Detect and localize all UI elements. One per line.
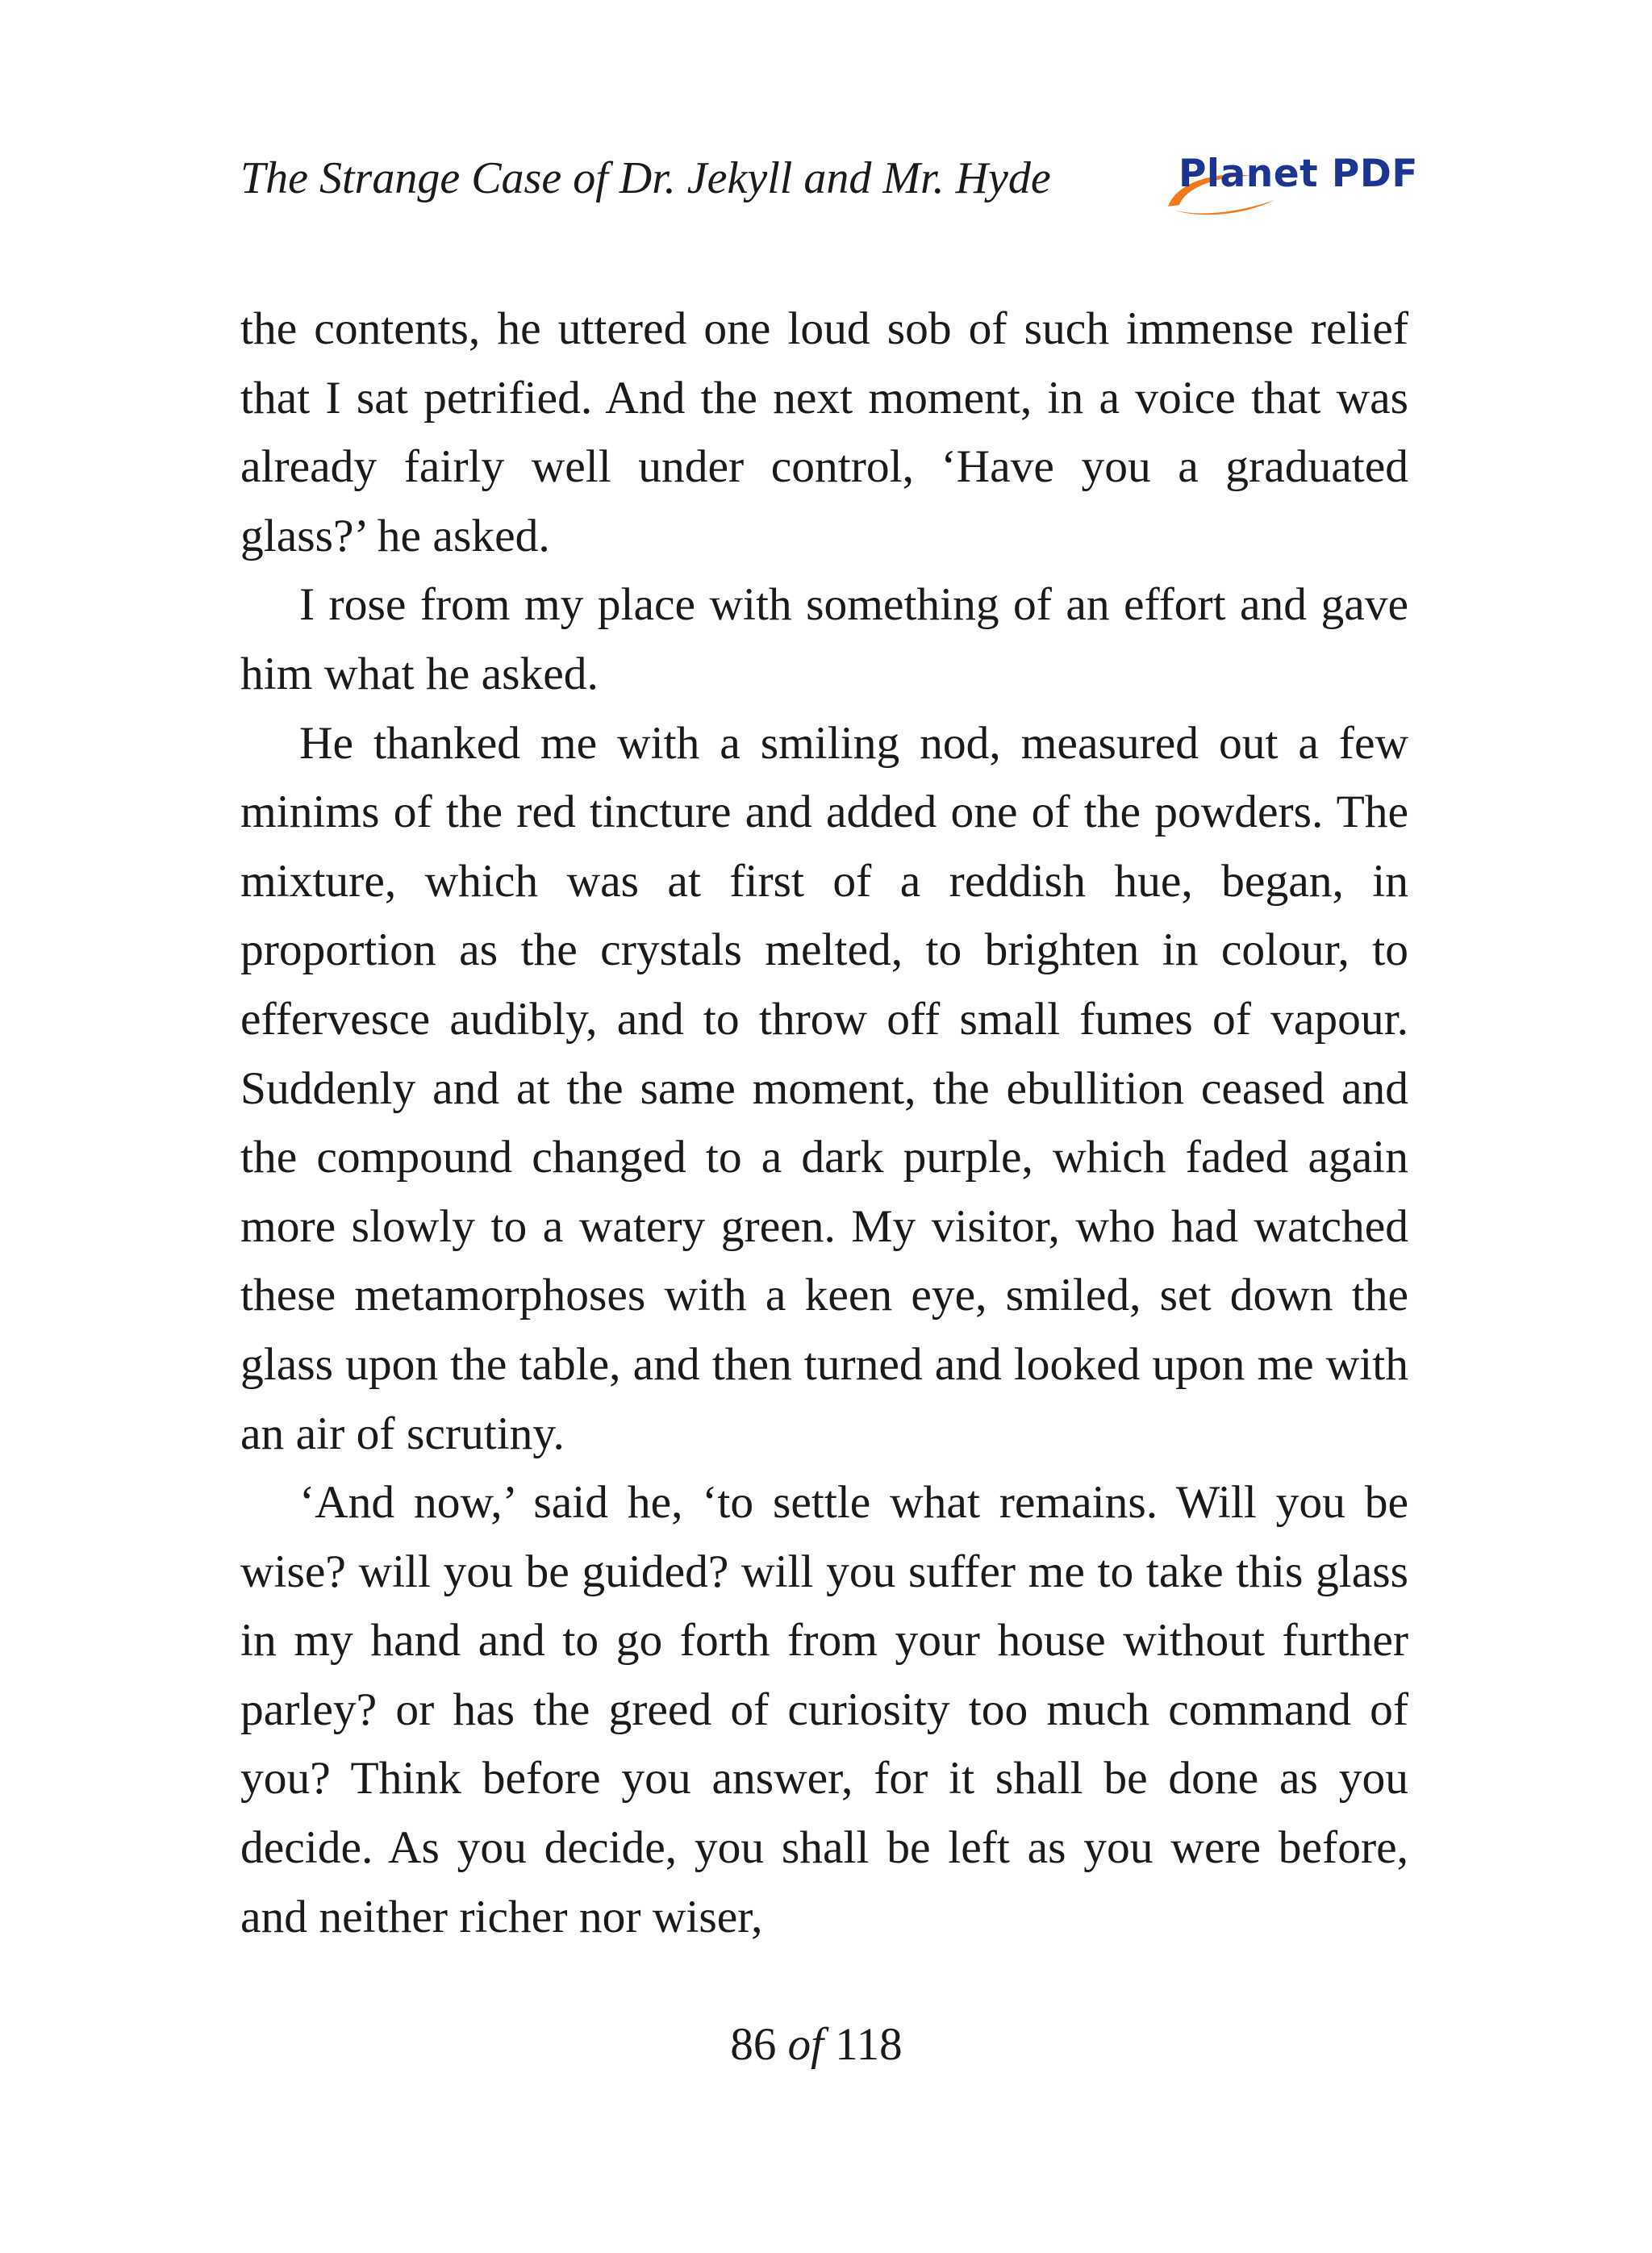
page-of-label: of: [787, 2019, 824, 2070]
paragraph: I rose from my place with something of an effort and gave him what he asked.: [240, 579, 1408, 699]
running-header-title: The Strange Case of Dr. Jekyll and Mr. Hyde: [240, 153, 1051, 203]
body-text: [240, 294, 1408, 1951]
current-page: 86: [730, 2019, 777, 2070]
total-pages: 118: [835, 2019, 903, 2070]
paragraph: He thanked me with a smiling nod, measured out a few minims of the red tincture and added one of the powders. The mixture, which was at first of a reddish hue, began, in proportion as the crystals melted, to brighten in colour, to effervesce audibly, and to throw off small fumes of vapour. Suddenly and at the same moment, the ebullition ceased and the compound changed to a dark purple, which faded again more slowly to a watery green. My visitor, who had watched these metamorphoses with a keen eye, smiled, set down the glass upon the table, and then turned and looked upon me with an air of scrutiny.: [240, 717, 1408, 1459]
paragraph: the contents, he uttered one loud sob of such immense relief that I sat petrified. And the next moment, in a voice that was already fairly well under control, ‘Have you a graduated glass?’ he asked.: [240, 303, 1408, 561]
planet-pdf-logo: [1162, 144, 1418, 218]
paragraph: ‘And now,’ said he, ‘to settle what remains. Will you be wise? will you be guided? will you suffer me to take this glass in my hand and to go forth from your house without further parley? or has the greed of curiosity too much command of you? Think before you answer, for it shall be done as you decide. As you decide, you shall be left as you were before, and neither richer nor wiser,: [240, 1477, 1408, 1942]
logo-text: Planet PDF: [1178, 152, 1418, 196]
page-number: [0, 2017, 1633, 2073]
